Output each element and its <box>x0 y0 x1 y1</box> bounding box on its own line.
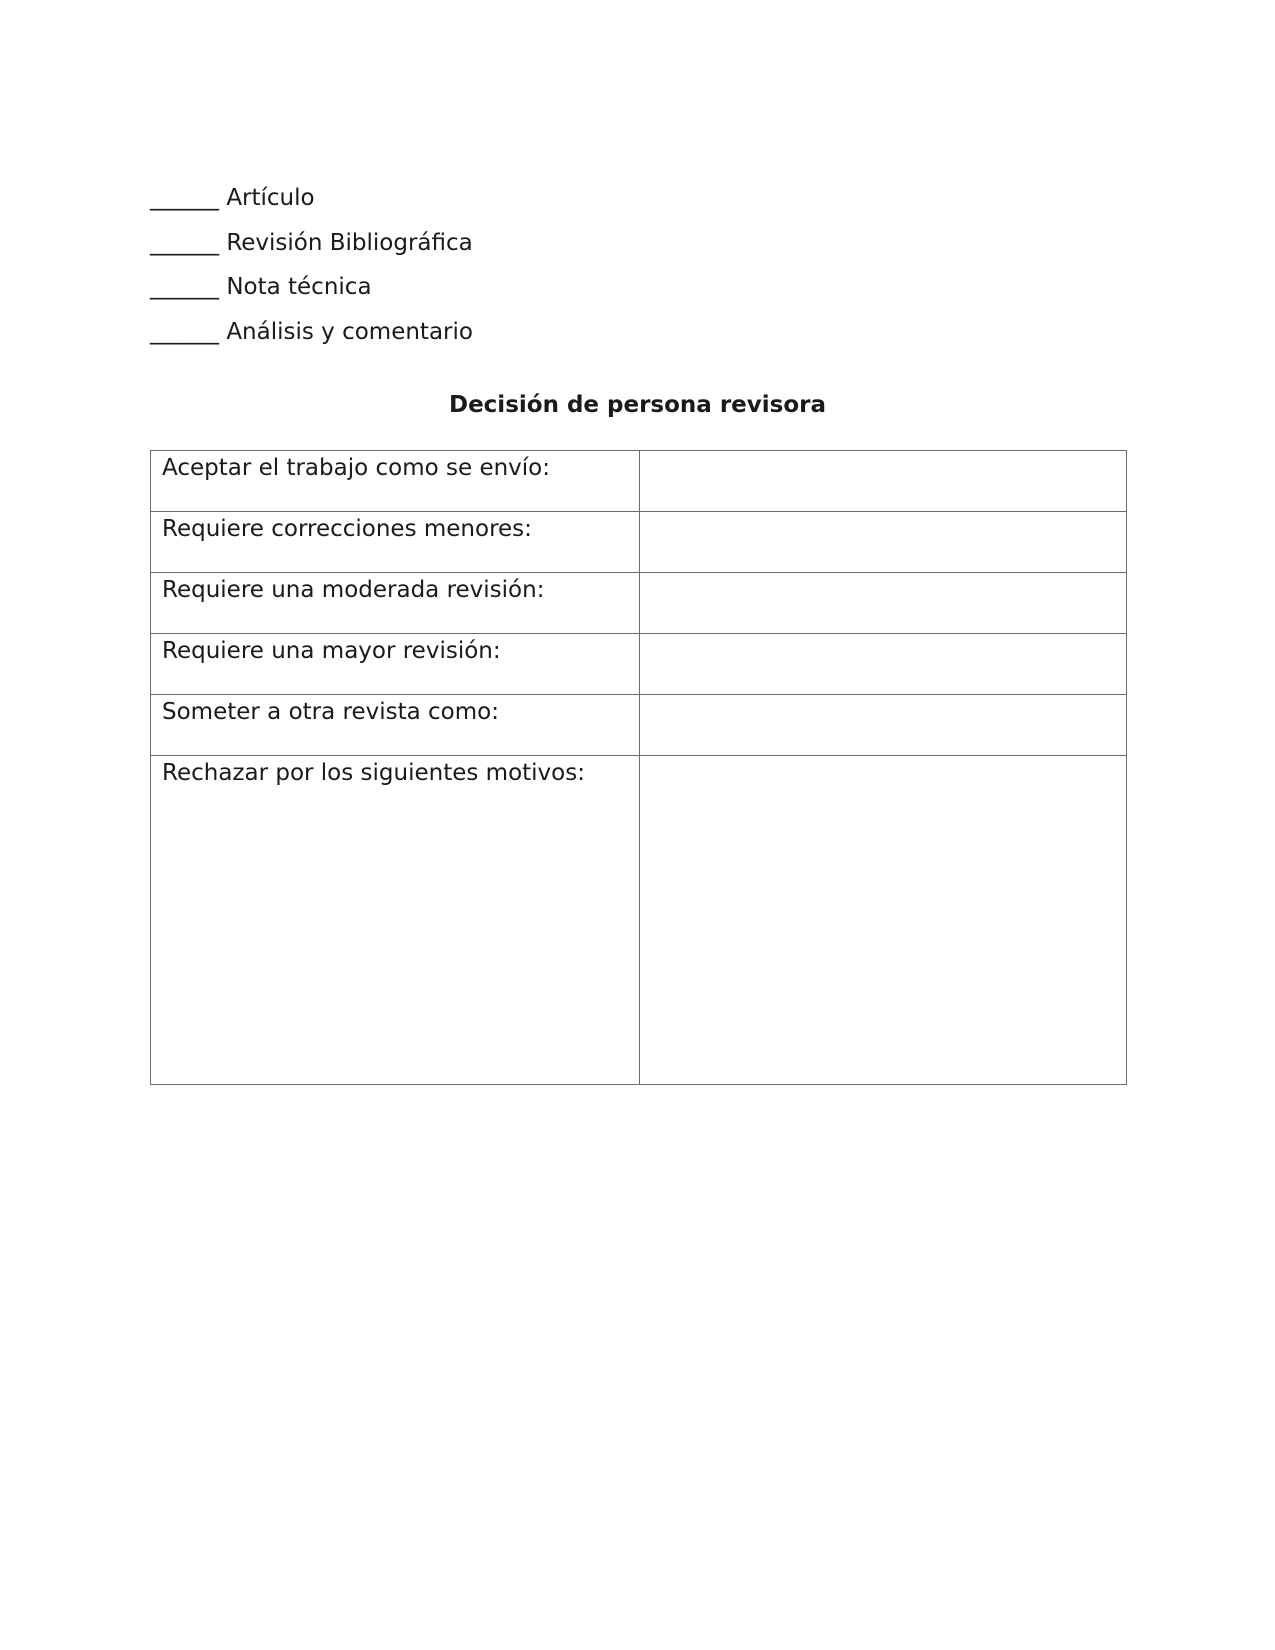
table-row <box>151 695 1127 756</box>
decision-option-input[interactable] <box>640 695 1127 756</box>
decision-table <box>150 450 1127 1085</box>
article-type-item <box>150 176 473 221</box>
table-row <box>151 756 1127 1085</box>
article-type-item <box>150 265 473 310</box>
blank-line[interactable]: ______ <box>150 185 219 211</box>
article-type-label: Nota técnica <box>226 274 372 300</box>
decision-option-label: Requiere correcciones menores: <box>151 512 640 573</box>
decision-option-label: Rechazar por los siguientes motivos: <box>151 756 640 1085</box>
table-row <box>151 573 1127 634</box>
decision-option-label: Aceptar el trabajo como se envío: <box>151 451 640 512</box>
decision-option-input[interactable] <box>640 451 1127 512</box>
article-type-item <box>150 310 473 355</box>
blank-line[interactable]: ______ <box>150 274 219 300</box>
article-type-label: Artículo <box>226 185 315 211</box>
article-type-label: Análisis y comentario <box>226 318 473 345</box>
decision-option-input[interactable] <box>640 512 1127 573</box>
blank-line[interactable]: ______ <box>150 318 219 345</box>
table-row <box>151 634 1127 695</box>
decision-option-label: Requiere una mayor revisión: <box>151 634 640 695</box>
decision-option-input[interactable] <box>640 634 1127 695</box>
decision-option-input[interactable] <box>640 573 1127 634</box>
blank-line[interactable]: ______ <box>150 229 219 256</box>
decision-option-label: Requiere una moderada revisión: <box>151 573 640 634</box>
decision-title: Decisión de persona revisora <box>448 392 826 418</box>
article-type-list <box>150 176 473 354</box>
decision-option-label: Someter a otra revista como: <box>151 695 640 756</box>
article-type-item <box>150 221 473 266</box>
decision-option-input[interactable] <box>640 756 1127 1085</box>
table-row <box>151 512 1127 573</box>
table-row <box>151 451 1127 512</box>
article-type-label: Revisión Bibliográfica <box>226 229 473 256</box>
